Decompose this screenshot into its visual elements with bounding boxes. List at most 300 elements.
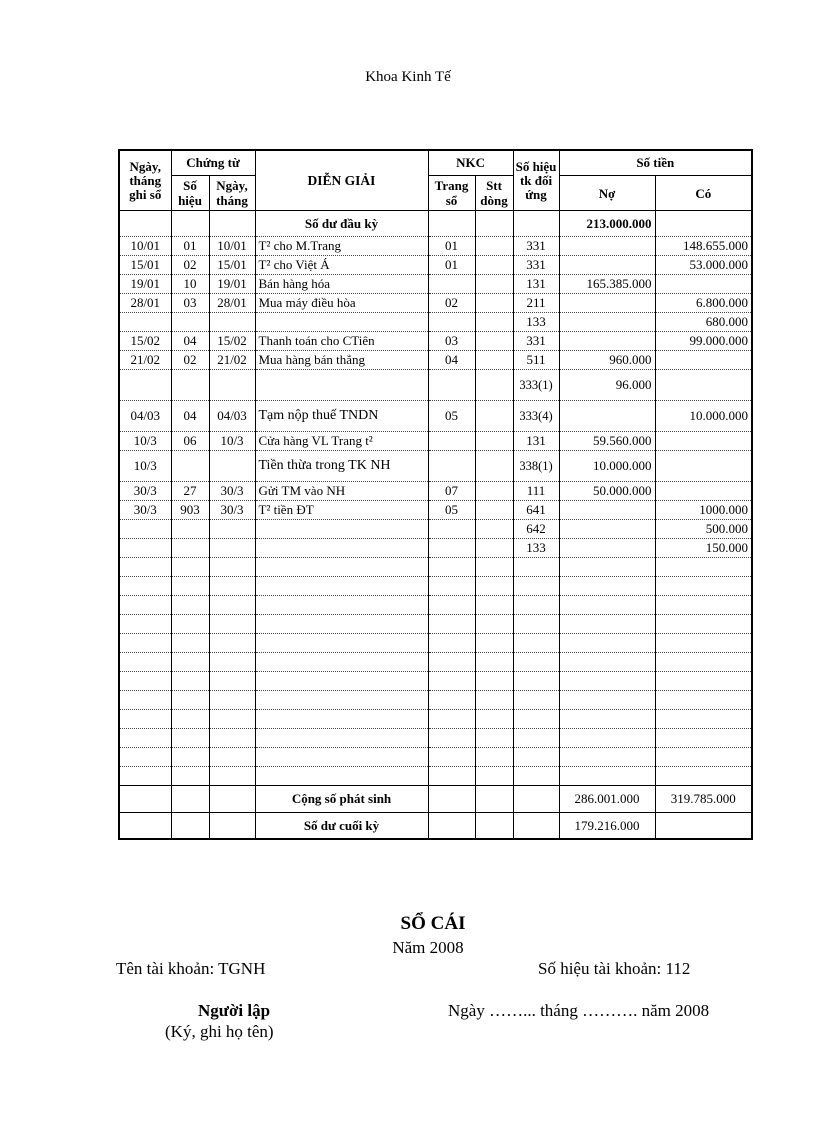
row-description: Gửi TM vào NH (255, 482, 428, 501)
empty-cell (119, 691, 171, 710)
empty-cell (209, 710, 255, 729)
row-debit: 10.000.000 (559, 451, 655, 482)
row-description: T² cho Việt Á (255, 256, 428, 275)
row-credit: 150.000 (655, 539, 752, 558)
empty-cell (171, 691, 209, 710)
empty-cell (119, 729, 171, 748)
ledger-row (119, 275, 752, 294)
row-page: 03 (428, 332, 475, 351)
row-date (119, 539, 171, 558)
empty-cell (559, 767, 655, 786)
date-line: Ngày ……... tháng ………. năm 2008 (448, 1001, 710, 1020)
row-voucher-no: 04 (171, 332, 209, 351)
row-page (428, 539, 475, 558)
empty-cell (209, 596, 255, 615)
empty-row (119, 691, 752, 710)
page-header: Khoa Kinh Tế (365, 69, 451, 85)
row-contra-account: 333(4) (513, 401, 559, 432)
empty-cell (513, 558, 559, 577)
empty-cell (119, 653, 171, 672)
opening-balance-row (119, 211, 752, 237)
empty-cell (475, 691, 513, 710)
row-voucher-date: 30/3 (209, 482, 255, 501)
row-contra-account: 211 (513, 294, 559, 313)
row-voucher-date: 21/02 (209, 351, 255, 370)
empty-cell (428, 672, 475, 691)
row-line (475, 432, 513, 451)
closing-balance-debit: 179.216.000 (559, 813, 655, 840)
empty-row (119, 710, 752, 729)
col-contra-header: Số hiệu tk đối ứng (513, 150, 559, 211)
row-date: 28/01 (119, 294, 171, 313)
empty-cell (513, 634, 559, 653)
row-voucher-no (171, 520, 209, 539)
row-contra-account: 111 (513, 482, 559, 501)
empty-cell (475, 596, 513, 615)
row-line (475, 313, 513, 332)
empty-cell (209, 748, 255, 767)
row-credit (655, 351, 752, 370)
ledger-row (119, 501, 752, 520)
empty-cell (559, 729, 655, 748)
empty-cell (655, 710, 752, 729)
empty-cell (255, 710, 428, 729)
row-debit (559, 237, 655, 256)
empty-cell (655, 596, 752, 615)
empty-cell (171, 577, 209, 596)
row-voucher-no (171, 539, 209, 558)
row-date: 21/02 (119, 351, 171, 370)
empty-cell (513, 767, 559, 786)
empty-row (119, 596, 752, 615)
empty-cell (428, 710, 475, 729)
row-voucher-date: 19/01 (209, 275, 255, 294)
row-description: Tạm nộp thuế TNDN (255, 401, 428, 432)
row-debit (559, 539, 655, 558)
empty-cell (209, 729, 255, 748)
empty-cell (209, 691, 255, 710)
opening-balance-debit: 213.000.000 (559, 211, 655, 237)
row-voucher-date (209, 539, 255, 558)
empty-cell (255, 672, 428, 691)
row-date: 10/3 (119, 432, 171, 451)
empty-cell (428, 558, 475, 577)
row-description: Cửa hàng VL Trang t² (255, 432, 428, 451)
empty-cell (209, 672, 255, 691)
row-page: 07 (428, 482, 475, 501)
row-line (475, 370, 513, 401)
row-contra-account: 131 (513, 275, 559, 294)
empty-cell (119, 710, 171, 729)
empty-cell (475, 558, 513, 577)
totals-credit: 319.785.000 (655, 786, 752, 813)
empty-cell (428, 748, 475, 767)
ledger-row (119, 237, 752, 256)
empty-cell (559, 634, 655, 653)
empty-cell (655, 748, 752, 767)
row-voucher-date (209, 451, 255, 482)
empty-cell (475, 672, 513, 691)
row-debit (559, 313, 655, 332)
account-code: Số hiệu tài khoản: 112 (538, 959, 691, 978)
row-description: Bán hàng hóa (255, 275, 428, 294)
row-credit: 10.000.000 (655, 401, 752, 432)
row-page: 05 (428, 501, 475, 520)
col-credit-header: Có (655, 176, 752, 211)
empty-cell (171, 672, 209, 691)
empty-cell (255, 615, 428, 634)
row-credit (655, 451, 752, 482)
empty-cell (513, 710, 559, 729)
empty-cell (255, 577, 428, 596)
row-voucher-no: 10 (171, 275, 209, 294)
empty-cell (171, 653, 209, 672)
empty-cell (255, 558, 428, 577)
row-description: Mua hàng bán thẳng (255, 351, 428, 370)
row-description: Thanh toán cho CTiên (255, 332, 428, 351)
ledger-row (119, 313, 752, 332)
col-voucher-date-header: Ngày, tháng (209, 176, 255, 211)
row-voucher-date: 28/01 (209, 294, 255, 313)
empty-cell (559, 558, 655, 577)
empty-cell (513, 615, 559, 634)
empty-row (119, 577, 752, 596)
row-credit (655, 432, 752, 451)
row-contra-account: 331 (513, 256, 559, 275)
empty-cell (559, 653, 655, 672)
empty-cell (513, 748, 559, 767)
row-voucher-date: 04/03 (209, 401, 255, 432)
row-date: 10/3 (119, 451, 171, 482)
empty-cell (119, 634, 171, 653)
empty-cell (559, 615, 655, 634)
empty-cell (513, 577, 559, 596)
empty-cell (171, 615, 209, 634)
empty-cell (513, 672, 559, 691)
row-line (475, 482, 513, 501)
row-description: T² cho M.Trang (255, 237, 428, 256)
row-description (255, 539, 428, 558)
ledger-row (119, 401, 752, 432)
row-debit (559, 332, 655, 351)
col-voucher-no-header: Số hiệu (171, 176, 209, 211)
row-voucher-no: 02 (171, 351, 209, 370)
empty-cell (209, 634, 255, 653)
empty-cell (475, 615, 513, 634)
empty-cell (119, 672, 171, 691)
empty-cell (171, 634, 209, 653)
empty-cell (209, 615, 255, 634)
row-page: 01 (428, 237, 475, 256)
empty-cell (428, 653, 475, 672)
empty-cell (428, 634, 475, 653)
row-date (119, 313, 171, 332)
row-debit: 59.560.000 (559, 432, 655, 451)
empty-cell (171, 558, 209, 577)
empty-cell (655, 729, 752, 748)
row-voucher-date (209, 370, 255, 401)
empty-cell (119, 615, 171, 634)
row-line (475, 520, 513, 539)
row-voucher-no: 01 (171, 237, 209, 256)
row-date: 04/03 (119, 401, 171, 432)
row-contra-account: 338(1) (513, 451, 559, 482)
row-voucher-no: 06 (171, 432, 209, 451)
empty-cell (255, 729, 428, 748)
row-voucher-date: 10/3 (209, 432, 255, 451)
col-line-header: Stt dòng (475, 176, 513, 211)
empty-cell (655, 672, 752, 691)
empty-cell (119, 596, 171, 615)
empty-cell (475, 729, 513, 748)
ledger-row (119, 432, 752, 451)
row-debit: 165.385.000 (559, 275, 655, 294)
row-date (119, 370, 171, 401)
col-description-header: DIỄN GIẢI (255, 150, 428, 211)
row-voucher-no: 03 (171, 294, 209, 313)
empty-cell (559, 710, 655, 729)
row-contra-account: 133 (513, 313, 559, 332)
row-credit: 6.800.000 (655, 294, 752, 313)
row-line (475, 332, 513, 351)
empty-cell (255, 767, 428, 786)
empty-row (119, 748, 752, 767)
row-description (255, 370, 428, 401)
row-date: 30/3 (119, 501, 171, 520)
account-name: Tên tài khoản: TGNH (116, 959, 266, 978)
row-line (475, 401, 513, 432)
row-voucher-no: 903 (171, 501, 209, 520)
row-debit: 960.000 (559, 351, 655, 370)
row-contra-account: 641 (513, 501, 559, 520)
row-debit: 96.000 (559, 370, 655, 401)
empty-row (119, 672, 752, 691)
empty-cell (209, 577, 255, 596)
empty-cell (119, 558, 171, 577)
row-credit: 680.000 (655, 313, 752, 332)
row-contra-account: 331 (513, 237, 559, 256)
empty-cell (559, 596, 655, 615)
row-description (255, 520, 428, 539)
row-voucher-date (209, 313, 255, 332)
row-credit: 1000.000 (655, 501, 752, 520)
empty-cell (428, 596, 475, 615)
empty-cell (559, 748, 655, 767)
empty-row (119, 767, 752, 786)
row-credit (655, 370, 752, 401)
row-debit (559, 520, 655, 539)
empty-cell (475, 710, 513, 729)
ledger-row (119, 451, 752, 482)
row-voucher-no: 27 (171, 482, 209, 501)
row-voucher-date: 15/02 (209, 332, 255, 351)
empty-cell (475, 748, 513, 767)
empty-cell (171, 748, 209, 767)
empty-cell (655, 691, 752, 710)
empty-cell (428, 729, 475, 748)
empty-cell (655, 653, 752, 672)
col-page-header: Trang sổ (428, 176, 475, 211)
empty-cell (655, 634, 752, 653)
row-line (475, 294, 513, 313)
row-credit: 99.000.000 (655, 332, 752, 351)
row-line (475, 256, 513, 275)
row-date: 10/01 (119, 237, 171, 256)
col-date-header: Ngày, tháng ghi sổ (119, 150, 171, 211)
row-credit (655, 482, 752, 501)
row-line (475, 275, 513, 294)
row-page: 01 (428, 256, 475, 275)
empty-cell (655, 767, 752, 786)
row-voucher-date: 30/3 (209, 501, 255, 520)
row-page (428, 520, 475, 539)
row-voucher-date: 10/01 (209, 237, 255, 256)
empty-cell (428, 615, 475, 634)
empty-cell (475, 577, 513, 596)
empty-cell (209, 767, 255, 786)
row-debit (559, 401, 655, 432)
row-contra-account: 333(1) (513, 370, 559, 401)
empty-cell (559, 672, 655, 691)
row-contra-account: 131 (513, 432, 559, 451)
row-page (428, 313, 475, 332)
row-description: T² tiền ĐT (255, 501, 428, 520)
row-description: Mua máy điều hòa (255, 294, 428, 313)
row-debit (559, 294, 655, 313)
row-contra-account: 511 (513, 351, 559, 370)
row-page: 02 (428, 294, 475, 313)
row-contra-account: 642 (513, 520, 559, 539)
empty-cell (255, 653, 428, 672)
empty-row (119, 558, 752, 577)
totals-row (119, 786, 752, 813)
empty-cell (255, 596, 428, 615)
col-debit-header: Nợ (559, 176, 655, 211)
empty-cell (655, 558, 752, 577)
row-page: 05 (428, 401, 475, 432)
row-date: 19/01 (119, 275, 171, 294)
empty-row (119, 634, 752, 653)
row-contra-account: 331 (513, 332, 559, 351)
empty-cell (119, 748, 171, 767)
closing-balance-row (119, 813, 752, 840)
row-line (475, 237, 513, 256)
row-voucher-date: 15/01 (209, 256, 255, 275)
empty-cell (255, 634, 428, 653)
totals-debit: 286.001.000 (559, 786, 655, 813)
empty-cell (655, 615, 752, 634)
empty-cell (171, 710, 209, 729)
empty-cell (513, 653, 559, 672)
empty-cell (428, 691, 475, 710)
row-page (428, 370, 475, 401)
ledger-row (119, 370, 752, 401)
row-page: 04 (428, 351, 475, 370)
row-debit: 50.000.000 (559, 482, 655, 501)
empty-cell (475, 767, 513, 786)
col-amount-header: Số tiền (559, 150, 752, 176)
row-credit: 53.000.000 (655, 256, 752, 275)
ledger-title: SỔ CÁI (400, 913, 466, 934)
empty-row (119, 653, 752, 672)
row-line (475, 539, 513, 558)
row-voucher-date (209, 520, 255, 539)
empty-cell (119, 577, 171, 596)
row-description (255, 313, 428, 332)
row-voucher-no: 04 (171, 401, 209, 432)
row-date: 30/3 (119, 482, 171, 501)
empty-cell (209, 558, 255, 577)
empty-cell (209, 653, 255, 672)
signature-note: (Ký, ghi họ tên) (165, 1022, 274, 1041)
ledger-row (119, 256, 752, 275)
empty-cell (255, 691, 428, 710)
empty-cell (171, 596, 209, 615)
empty-cell (475, 653, 513, 672)
empty-cell (513, 691, 559, 710)
empty-cell (559, 691, 655, 710)
col-journal-header: NKC (428, 150, 513, 176)
empty-cell (428, 577, 475, 596)
ledger-row (119, 294, 752, 313)
row-voucher-no (171, 451, 209, 482)
row-debit (559, 256, 655, 275)
row-credit: 500.000 (655, 520, 752, 539)
ledger-row (119, 520, 752, 539)
row-line (475, 351, 513, 370)
empty-cell (428, 767, 475, 786)
row-date: 15/01 (119, 256, 171, 275)
ledger-table (118, 149, 753, 840)
empty-cell (171, 729, 209, 748)
empty-cell (559, 577, 655, 596)
ledger-row (119, 482, 752, 501)
row-voucher-no (171, 370, 209, 401)
row-voucher-no: 02 (171, 256, 209, 275)
ledger-row (119, 332, 752, 351)
empty-cell (513, 596, 559, 615)
row-debit (559, 501, 655, 520)
row-page (428, 451, 475, 482)
row-line (475, 501, 513, 520)
row-contra-account: 133 (513, 539, 559, 558)
row-credit (655, 275, 752, 294)
opening-balance-label: Số dư đầu kỳ (255, 211, 428, 237)
row-date: 15/02 (119, 332, 171, 351)
ledger-row (119, 351, 752, 370)
row-date (119, 520, 171, 539)
preparer-label: Người lập (198, 1001, 271, 1020)
row-line (475, 451, 513, 482)
row-credit: 148.655.000 (655, 237, 752, 256)
row-voucher-no (171, 313, 209, 332)
empty-cell (171, 767, 209, 786)
empty-cell (255, 748, 428, 767)
ledger-row (119, 539, 752, 558)
empty-cell (119, 767, 171, 786)
closing-balance-label: Số dư cuối kỳ (255, 813, 428, 840)
empty-cell (655, 577, 752, 596)
empty-cell (475, 634, 513, 653)
empty-row (119, 615, 752, 634)
row-description: Tiền thừa trong TK NH (255, 451, 428, 482)
empty-cell (513, 729, 559, 748)
empty-row (119, 729, 752, 748)
ledger-year: Năm 2008 (392, 938, 464, 957)
row-page (428, 275, 475, 294)
col-voucher-header: Chứng từ (171, 150, 255, 176)
totals-label: Cộng số phát sinh (255, 786, 428, 813)
